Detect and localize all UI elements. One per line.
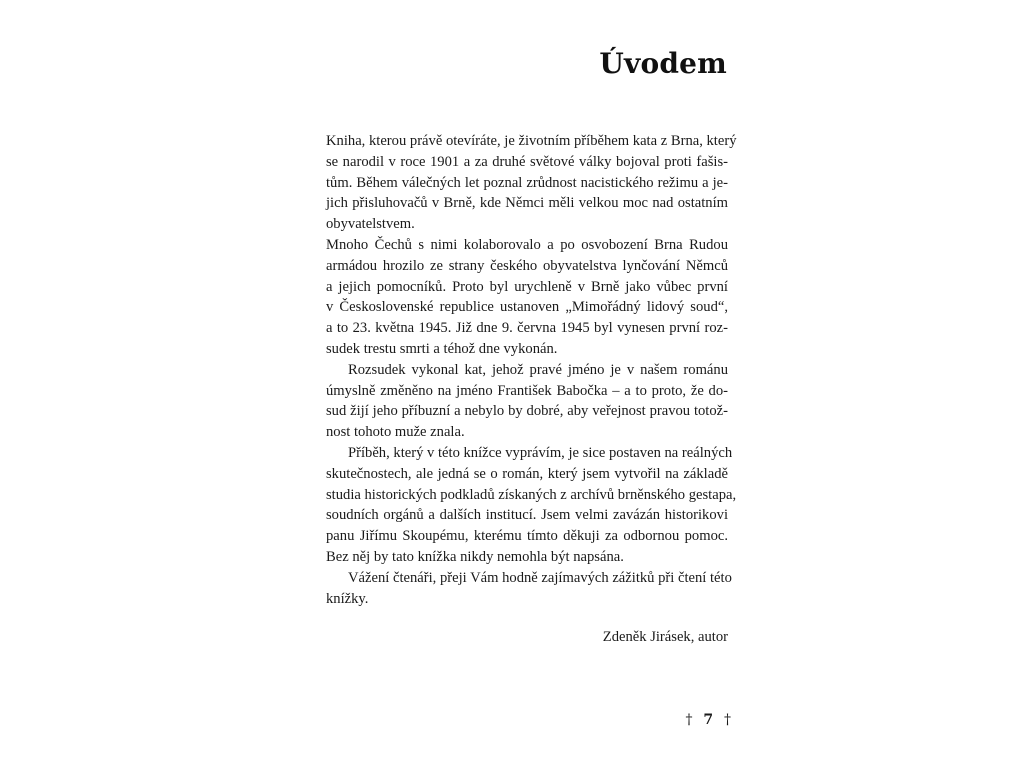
text-line: panu Jiřímu Skoupému, kterému tímto děkuji za odbornou pomoc. — [326, 528, 728, 545]
text-line: a to 23. května 1945. Již dne 9. června 1945 byl vynesen první roz- — [326, 320, 728, 337]
text-line: knížky. — [326, 590, 369, 607]
text-line: Mnoho Čechů s nimi kolaborovalo a po osvobození Brna Rudou — [326, 236, 728, 253]
text-line: úmyslně změněno na jméno František Babočka – a to proto, že do- — [326, 382, 728, 399]
text-line: obyvatelstvem. — [326, 216, 415, 233]
text-line: studia historických podkladů získaných z archívů brněnského gestapa, — [326, 486, 737, 503]
text-line: se narodil v roce 1901 a za druhé světové války bojoval proti fašis- — [326, 153, 728, 170]
text-line: Vážení čtenáři, přeji Vám hodně zajímavých zážitků při čtení této — [348, 569, 732, 586]
text-line: a jejich pomocníků. Proto byl urychleně v Brně jako vůbec první — [326, 278, 728, 295]
text-line: soudních orgánů a dalších institucí. Jsem velmi zavázán historikovi — [326, 507, 728, 524]
text-line: Rozsudek vykonal kat, jehož pravé jméno je v našem románu — [348, 361, 728, 378]
text-line: v Československé republice ustanoven „Mimořádný lidový soud“, — [326, 299, 728, 316]
text-line: Bez něj by tato knížka nikdy nemohla být napsána. — [326, 548, 624, 565]
text-line: nost tohoto muže znala. — [326, 424, 465, 441]
text-line: Příběh, který v této knížce vyprávím, je sice postaven na reálných — [348, 444, 733, 461]
dagger-left-icon: † — [685, 712, 693, 728]
paragraph-gap — [326, 609, 728, 627]
preface-body — [326, 131, 737, 648]
text-line: tům. Během válečných let poznal zrůdnost nacistického režimu a je- — [326, 174, 728, 191]
page-folio — [686, 712, 732, 728]
page-number: 7 — [703, 712, 714, 728]
text-line: skutečnostech, ale jedná se o román, který jsem vytvořil na základě — [326, 465, 728, 482]
text-line: armádou hrozilo ze strany českého obyvatelstva lynčování Němců — [326, 257, 728, 274]
author-signature: Zdeněk Jirásek, autor — [602, 629, 728, 646]
text-line: sudek trestu smrti a téhož dne vykonán. — [326, 340, 558, 357]
dagger-right-icon: † — [724, 712, 731, 728]
text-line: Kniha, kterou právě otevíráte, je životním příběhem kata z Brna, který — [326, 133, 737, 149]
text-line: jich přisluhovačů v Brně, kde Němci měli velkou moc nad ostatním — [326, 195, 728, 212]
chapter-title: Úvodem — [599, 47, 727, 80]
text-line: sud žijí jeho příbuzní a nebylo by dobré, aby veřejnost pravou totož- — [326, 403, 728, 420]
